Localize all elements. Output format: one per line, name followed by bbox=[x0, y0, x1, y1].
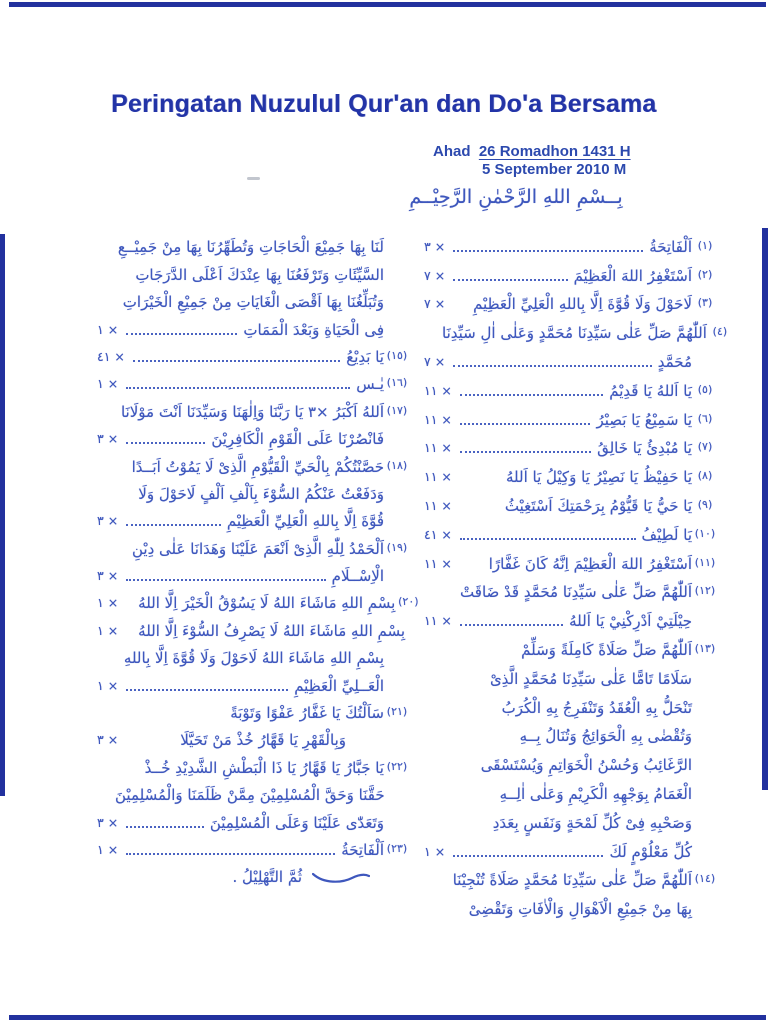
dotted-leader bbox=[126, 514, 221, 526]
dotted-leader bbox=[126, 569, 326, 581]
spacer bbox=[103, 790, 109, 800]
repeat-count: ١١ × bbox=[424, 440, 452, 456]
dua-line bbox=[424, 315, 728, 344]
item-number: (٢١) bbox=[386, 705, 408, 719]
arabic-text: لَنَا بِهَا جَمِيْعَ الْحَاجَاتِ وَتُطَهِّرُنَا بِهَا مِنْ جَمِيْــعِ bbox=[117, 238, 384, 257]
repeat-count: ١ × bbox=[97, 595, 119, 611]
dua-list-column-left bbox=[97, 231, 419, 888]
dua-line bbox=[424, 229, 718, 258]
repeat-count: ٤١ × bbox=[424, 526, 452, 542]
dua-line bbox=[424, 431, 718, 460]
dua-line bbox=[424, 747, 718, 776]
dotted-leader bbox=[126, 432, 205, 444]
arabic-text: يَا لَطِيْفُ bbox=[641, 525, 692, 544]
repeat-count: ١ × bbox=[97, 841, 119, 857]
dua-line bbox=[97, 395, 410, 422]
arabic-text: وَبِالْقَهْرِ يَا قَهَّارُ خُذْ مَنْ تَحَيَّلَا bbox=[180, 731, 346, 750]
arabic-text: اَللّٰهُمَّ صَلِّ صَلَاةً كَامِلَةً وَسَلِّمْ bbox=[521, 640, 692, 659]
dua-line bbox=[424, 719, 718, 748]
dua-line bbox=[424, 776, 718, 805]
dua-line bbox=[97, 478, 410, 505]
repeat-count: ١ × bbox=[97, 321, 119, 337]
spacer bbox=[103, 489, 132, 499]
item-number: (١٦) bbox=[386, 376, 408, 390]
dua-line bbox=[424, 258, 718, 287]
spacer bbox=[103, 544, 126, 554]
item-number: (١٠) bbox=[694, 526, 716, 540]
dua-line bbox=[97, 450, 410, 477]
arabic-text: قُوَّةَ اِلَّا بِاللهِ الْعَلِيِّ الْعَظِيْمِ bbox=[226, 512, 384, 531]
event-date-block bbox=[433, 143, 631, 179]
repeat-count: ١ × bbox=[97, 376, 119, 392]
arabic-text: بِسْمِ اللهِ مَاشَاءَ اللهُ لَا يَصْرِفُ السُّوْءَ اِلَّا اللهُ bbox=[138, 621, 406, 640]
spacer bbox=[430, 875, 447, 885]
item-number: (٦) bbox=[697, 411, 713, 425]
dua-line bbox=[424, 459, 718, 488]
spacer bbox=[126, 626, 132, 636]
spacer bbox=[460, 472, 500, 482]
repeat-count: ١١ × bbox=[424, 382, 452, 398]
item-number: (١٩) bbox=[386, 540, 408, 554]
spacer bbox=[103, 462, 126, 472]
spacer bbox=[126, 598, 132, 608]
item-number: (٢٢) bbox=[386, 759, 408, 773]
dotted-leader bbox=[460, 413, 591, 425]
arabic-text: وَتُقْضٰى بِهِ الْحَوَائِجُ وَتُنَالُ بِــهِ bbox=[519, 727, 692, 746]
item-number: (١٨) bbox=[386, 458, 408, 472]
spacer bbox=[430, 703, 496, 713]
dotted-leader bbox=[460, 384, 603, 396]
dotted-leader bbox=[460, 441, 591, 453]
page-edge-right bbox=[762, 228, 768, 790]
arabic-text: الْعَــلِيِّ الْعَظِيْمِ bbox=[294, 676, 384, 695]
item-number: (١٥) bbox=[386, 348, 408, 362]
dua-line bbox=[97, 560, 410, 587]
spacer bbox=[103, 407, 115, 417]
arabic-text: بِسْمِ اللهِ مَاشَاءَ اللهُ لَاحَوْلَ وَلَا قُوَّةَ اِلَّا بِاللهِ bbox=[123, 649, 384, 668]
dua-line bbox=[97, 861, 410, 888]
spacer bbox=[460, 559, 483, 569]
arabic-text: كُلِّ مَعْلُوْمٍ لَكَ bbox=[609, 842, 692, 861]
dua-line bbox=[97, 669, 410, 696]
arabic-text: سَاَلْتُكَ يَا غَفَّارُ عَفْوًا وَتَوْبَةً bbox=[230, 704, 384, 723]
dua-line bbox=[97, 587, 419, 614]
dotted-leader bbox=[453, 269, 567, 281]
arabic-text: يَا بَدِيْعُ bbox=[346, 347, 384, 366]
dua-line bbox=[424, 287, 718, 316]
repeat-count: ٣ × bbox=[97, 568, 119, 584]
spacer bbox=[453, 299, 467, 309]
spacer bbox=[430, 674, 484, 684]
arabic-text: اَسْتَغْفِرُ اللهَ الْعَظِيْمَ bbox=[573, 266, 692, 285]
arabic-text: يَا سَمِيْعُ يَا بَصِيْرُ bbox=[596, 410, 692, 429]
repeat-count: ١ × bbox=[424, 843, 446, 859]
dua-line bbox=[97, 834, 410, 861]
arabic-text: وَدَفَعْتُ عَنْكُمُ السُّوْءَ بِاَلْفِ اَلْفٍ لَاحَوْلَ وَلَا bbox=[138, 484, 384, 503]
repeat-count: ١ × bbox=[97, 622, 119, 638]
arabic-text: تَنْحَلُّ بِهِ الْعُقَدُ وَتَنْفَرِجُ بِهِ الْكُرَبُ bbox=[501, 698, 692, 717]
item-number: (١٧) bbox=[386, 403, 408, 417]
item-number: (١٤) bbox=[694, 872, 716, 886]
dotted-leader bbox=[133, 350, 340, 362]
spacer bbox=[430, 760, 475, 770]
arabic-text: اَللّٰهُمَّ صَلِّ عَلٰى سَيِّدِنَا مُحَمَّدٍ وَعَلٰى اٰلِ سَيِّدِنَا bbox=[442, 324, 707, 343]
dua-line bbox=[424, 690, 718, 719]
date-line-hijri bbox=[433, 143, 631, 161]
date-gregorian: 5 September 2010 M bbox=[482, 161, 627, 178]
arabic-text: يَا حَفِيْظُ يَا نَصِيْرُ يَا وَكِيْلُ يَا اَللهُ bbox=[506, 468, 692, 487]
dotted-leader bbox=[460, 528, 636, 540]
page-title: Peringatan Nuzulul Qur'an dan Do'a Bersama bbox=[111, 90, 657, 118]
dotted-leader bbox=[126, 843, 335, 855]
dua-line bbox=[424, 805, 718, 834]
dua-line bbox=[97, 642, 410, 669]
item-number: (١١) bbox=[694, 555, 716, 569]
spacer bbox=[103, 297, 117, 307]
dua-line bbox=[424, 863, 718, 892]
item-number: (٢) bbox=[697, 267, 713, 281]
dua-line bbox=[97, 806, 410, 833]
arabic-text: فِى الْحَيَاةِ وَبَعْدَ الْمَمَاتِ bbox=[243, 320, 384, 339]
arabic-text: اَسْتَغْفِرُ اللهَ الْعَظِيْمَ اِنَّهُ كَانَ غَفَّارًا bbox=[488, 554, 692, 573]
dua-line bbox=[424, 344, 718, 373]
dua-line bbox=[424, 488, 718, 517]
arabic-text: حَقَّنَا وَحَقَّ الْمُسْلِمِيْنَ مِمَّنْ ظَلَمَنَا وَالْمُسْلِمِيْنَ bbox=[115, 786, 385, 805]
page-edge-top bbox=[9, 2, 766, 7]
arabic-text: حَصَّنْتُكُمْ بِالْحَيِّ الْقَيُّوْمِ الَّذِىْ لَا يَمُوْتُ اَبَــدًا bbox=[131, 457, 384, 476]
repeat-count: ٤١ × bbox=[97, 348, 125, 364]
arabic-text: اَلْفَاتِحَةُ bbox=[341, 840, 384, 859]
item-number: (٢٠) bbox=[398, 595, 419, 609]
arabic-text: الرَّغَائِبُ وَحُسْنُ الْخَوَاتِمِ وَيُسْتَسْقَى bbox=[480, 756, 692, 775]
spacer bbox=[103, 270, 129, 280]
dua-line bbox=[97, 505, 410, 532]
spacer bbox=[103, 242, 112, 252]
arabic-text: السَّيِّئَاتِ وَتَرْفَعُنَا بِهَا عِنْدَكَ اَعْلَى الدَّرَجَاتِ bbox=[135, 265, 384, 284]
date-hijri: 26 Romadhon 1431 H bbox=[478, 143, 631, 160]
arabic-text: يَا اَللهُ يَا قَدِيْمُ bbox=[609, 381, 692, 400]
arabic-text: لَاحَوْلَ وَلَا قُوَّةَ اِلَّا بِاللهِ الْعَلِيِّ الْعَظِيْمِ bbox=[473, 295, 692, 314]
dua-line bbox=[424, 402, 718, 431]
item-number: (٩) bbox=[697, 497, 713, 511]
dua-line bbox=[97, 724, 410, 751]
basmalah-text: بِــسْمِ اللهِ الرَّحْمٰنِ الرَّحِيْــمِ bbox=[409, 186, 623, 208]
repeat-count: ٣ × bbox=[97, 431, 119, 447]
arabic-text: الْغَمَامُ بِوَجْهِهِ الْكَرِيْمِ وَعَلٰى اٰلِــهِ bbox=[499, 784, 692, 803]
repeat-count: ١١ × bbox=[424, 469, 452, 485]
repeat-count: ٧ × bbox=[424, 296, 446, 312]
arabic-text: يَا حَيُّ يَا قَيُّوْمُ بِرَحْمَتِكَ اَسْتَغِيْثُ bbox=[504, 496, 692, 515]
dua-line bbox=[424, 517, 718, 546]
spacer bbox=[430, 789, 494, 799]
repeat-count: ٧ × bbox=[424, 353, 446, 369]
arabic-text: يٰـس bbox=[356, 375, 384, 394]
dua-line bbox=[97, 341, 410, 368]
dua-line bbox=[424, 575, 718, 604]
arabic-text: بِسْمِ اللهِ مَاشَاءَ اللهُ لَا يَسُوْقُ الْخَيْرَ اِلَّا اللهُ bbox=[138, 594, 396, 613]
spacer bbox=[103, 653, 118, 663]
dua-line bbox=[97, 614, 410, 641]
spacer bbox=[430, 818, 487, 828]
dotted-leader bbox=[453, 845, 603, 857]
arabic-text: يَا جَبَّارُ يَا قَهَّارُ يَا ذَا الْبَطْشِ الشَّدِيْدِ خُــذْ bbox=[144, 758, 384, 777]
item-number: (٣) bbox=[697, 296, 713, 310]
dua-line bbox=[424, 546, 718, 575]
spacer bbox=[430, 645, 515, 655]
page-edge-left bbox=[0, 234, 5, 796]
repeat-count: ٣ × bbox=[424, 238, 446, 254]
repeat-count: ١ × bbox=[97, 677, 119, 693]
item-number: (٥) bbox=[697, 382, 713, 396]
spacer bbox=[460, 501, 499, 511]
repeat-count: ٣ × bbox=[97, 513, 119, 529]
dua-line bbox=[424, 632, 718, 661]
dua-line bbox=[97, 697, 410, 724]
page-edge-bottom bbox=[9, 1015, 766, 1020]
dotted-leader bbox=[126, 679, 288, 691]
item-number: (١٢) bbox=[694, 584, 716, 598]
dua-list-column-right bbox=[424, 229, 728, 920]
dua-line bbox=[97, 231, 410, 258]
item-number: (٨) bbox=[697, 469, 713, 483]
arabic-text: فَانْصُرْنَا عَلَى الْقَوْمِ الْكَافِرِيْنَ bbox=[211, 430, 384, 449]
arabic-text: سَلَامًا تَامًّا عَلٰى سَيِّدِنَا مُحَمَّدٍ الَّذِىْ bbox=[489, 669, 692, 688]
spacer bbox=[103, 763, 139, 773]
dua-line bbox=[424, 603, 718, 632]
dua-line bbox=[97, 532, 410, 559]
arabic-text: بِهَا مِنْ جَمِيْعِ الْاَهْوَالِ وَالْاٰفَاتِ وَتَقْضِىْ bbox=[468, 900, 692, 919]
spacer bbox=[430, 328, 436, 338]
item-number: (٢٣) bbox=[386, 841, 408, 855]
repeat-count: ١١ × bbox=[424, 613, 452, 629]
dua-line bbox=[97, 313, 410, 340]
dua-line bbox=[424, 834, 718, 863]
dotted-leader bbox=[453, 355, 652, 367]
spacer bbox=[126, 735, 174, 745]
dotted-leader bbox=[126, 323, 237, 335]
arabic-text: الْاِسْــلَامِ bbox=[331, 567, 384, 586]
arabic-text: مُحَمَّدٍ bbox=[657, 352, 692, 371]
dotted-leader bbox=[126, 377, 350, 389]
arabic-text: وَتَعَدّٰى عَلَيْنَا وَعَلَى الْمُسْلِمِيْنَ bbox=[209, 813, 384, 832]
repeat-count: ١١ × bbox=[424, 497, 452, 513]
dua-line bbox=[424, 661, 718, 690]
repeat-count: ١١ × bbox=[424, 411, 452, 427]
repeat-count: ١١ × bbox=[424, 555, 452, 571]
arabic-text: حِيْلَتِيْ اَدْرِكْنِيْ يَا اَللهُ bbox=[569, 612, 692, 631]
dua-line bbox=[97, 258, 410, 285]
spacer bbox=[103, 708, 224, 718]
dua-line bbox=[97, 779, 410, 806]
arabic-text: وَتُبَلِّغُنَا بِهَا اَقْصَى الْغَايَاتِ مِنْ جَمِيْعِ الْخَيْرَاتِ bbox=[122, 293, 384, 312]
dua-line bbox=[97, 286, 410, 313]
flourish-mark bbox=[312, 870, 370, 884]
spacer bbox=[430, 587, 454, 597]
dotted-leader bbox=[460, 614, 563, 626]
dua-line bbox=[424, 373, 718, 402]
spacer bbox=[430, 731, 514, 741]
arabic-text: اَللّٰهُمَّ صَلِّ عَلٰى سَيِّدِنَا مُحَمَّدٍ قَدْ ضَاقَتْ bbox=[460, 583, 692, 602]
dotted-leader bbox=[453, 240, 643, 252]
item-number: (١) bbox=[697, 238, 713, 252]
arabic-text: ثُمَّ التَّهْلِيْلُ . bbox=[232, 868, 302, 887]
item-number: (٧) bbox=[697, 440, 713, 454]
scan-artifact-mark bbox=[247, 177, 260, 180]
repeat-count: ٣ × bbox=[97, 814, 119, 830]
arabic-text: اَللّٰهُمَّ صَلِّ عَلٰى سَيِّدِنَا مُحَمَّدٍ صَلَاةً تُنْجِيْنَا bbox=[452, 871, 692, 890]
item-number: (٤) bbox=[712, 325, 728, 339]
arabic-text: وَصَحْبِهِ فِىْ كُلِّ لَمْحَةٍ وَنَفَسٍ بِعَدَدِ bbox=[492, 813, 692, 832]
arabic-text: اَلْحَمْدُ لِلّٰهِ الَّذِىْ اَنْعَمَ عَلَيْنَا وَهَدَانَا عَلٰى دِيْنِ bbox=[131, 539, 384, 558]
dua-line bbox=[97, 368, 410, 395]
dua-line bbox=[97, 751, 410, 778]
arabic-text: اَلْفَاتِحَةُ bbox=[649, 237, 692, 256]
arabic-text: اَللهُ اَكْبَرُ ×٣ يَا رَبَّنَا وَاِلٰهَنَا وَسَيِّدَنَا اَنْتَ مَوْلَانَا bbox=[120, 402, 384, 421]
repeat-count: ٧ × bbox=[424, 267, 446, 283]
dotted-leader bbox=[126, 816, 204, 828]
item-number: (١٣) bbox=[694, 641, 716, 655]
spacer bbox=[430, 904, 463, 914]
repeat-count: ٣ × bbox=[97, 732, 119, 748]
dua-line bbox=[97, 423, 410, 450]
date-day: Ahad bbox=[433, 143, 471, 160]
arabic-text: يَا مُبْدِئُ يَا خَالِقُ bbox=[597, 439, 692, 458]
dua-line bbox=[424, 891, 718, 920]
